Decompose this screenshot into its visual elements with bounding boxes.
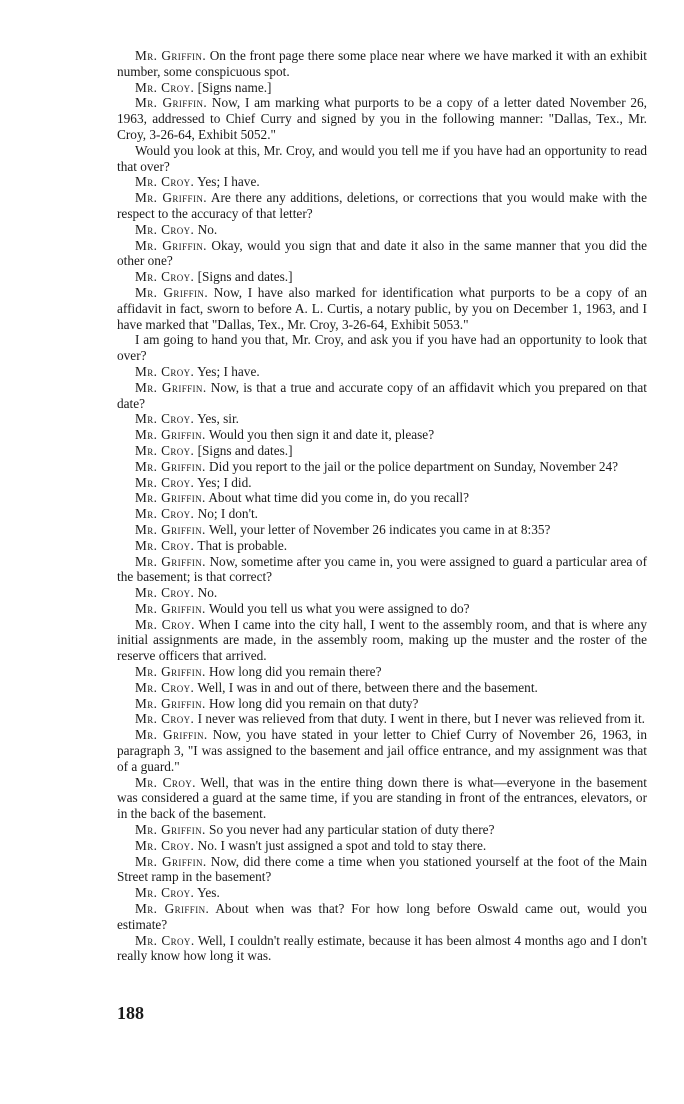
- transcript-paragraph: [117, 475, 647, 491]
- speech-text: Yes; I have.: [197, 363, 260, 379]
- speaker-name: Mr. Griffin.: [135, 237, 207, 253]
- speaker-name: Mr. Griffin.: [135, 901, 210, 917]
- transcript-paragraph: [117, 538, 647, 554]
- speaker-name: Mr. Griffin.: [135, 853, 207, 869]
- speech-text: How long did you remain on that duty?: [209, 695, 419, 711]
- speaker-name: Mr. Griffin.: [135, 427, 206, 443]
- transcript-paragraph: [117, 696, 647, 712]
- speech-text: Yes, sir.: [197, 411, 240, 427]
- speaker-name: Mr. Croy.: [135, 711, 195, 727]
- transcript-paragraph: [117, 522, 647, 538]
- speech-text: So you never had any particular station of duty there?: [209, 822, 495, 838]
- speaker-name: Mr. Croy.: [135, 411, 195, 427]
- speech-text: How long did you remain there?: [209, 664, 382, 680]
- speech-text: About what time did you come in, do you recall?: [208, 490, 470, 506]
- transcript-paragraph: [117, 664, 647, 680]
- transcript-paragraph: [117, 143, 647, 175]
- speaker-name: Mr. Griffin.: [135, 458, 206, 474]
- speaker-name: Mr. Griffin.: [135, 521, 206, 537]
- transcript-paragraph: [117, 190, 647, 222]
- speaker-name: Mr. Croy.: [135, 269, 195, 285]
- speaker-name: Mr. Croy.: [135, 932, 195, 948]
- speaker-name: Mr. Croy.: [135, 679, 195, 695]
- speaker-name: Mr. Croy.: [135, 442, 195, 458]
- transcript-paragraph: [117, 285, 647, 332]
- speaker-name: Mr. Griffin.: [135, 190, 207, 206]
- transcript-body: [117, 48, 647, 964]
- transcript-paragraph: [117, 727, 647, 774]
- transcript-paragraph: [117, 443, 647, 459]
- speech-text: Now, is that a true and accurate copy of an affidavit which you prepared on that date?: [117, 379, 647, 411]
- transcript-paragraph: [117, 885, 647, 901]
- speech-text: That is probable.: [197, 537, 288, 553]
- speaker-name: Mr. Croy.: [135, 363, 195, 379]
- speech-text: Well, your letter of November 26 indicates you came in at 8:35?: [208, 521, 551, 537]
- speech-text: On the front page there some place near where we have marked it with an exhibit number, some conspicuous spot.: [117, 48, 647, 79]
- transcript-paragraph: [117, 364, 647, 380]
- transcript-paragraph: [117, 80, 647, 96]
- speech-text: [Signs and dates.]: [197, 442, 293, 458]
- speaker-name: Mr. Griffin.: [135, 695, 206, 711]
- transcript-paragraph: [117, 459, 647, 475]
- speech-text: Now, I am marking what purports to be a copy of a letter dated November 26, 1963, addressed to Chief Curry and signed by you in the following manner: "Dallas, Tex., Mr. Croy, 3-26-64, Exhibit 5052.": [117, 95, 647, 142]
- speech-text: No.: [197, 221, 218, 237]
- transcript-paragraph: [117, 601, 647, 617]
- speaker-name: Mr. Croy.: [135, 885, 195, 901]
- transcript-paragraph: [117, 711, 647, 727]
- transcript-paragraph: [117, 332, 647, 364]
- speaker-name: Mr. Griffin.: [135, 822, 206, 838]
- transcript-paragraph: [117, 380, 647, 412]
- speech-text: No; I don't.: [197, 506, 258, 522]
- speech-text: Now, sometime after you came in, you were assigned to guard a particular area of the basement; is that correct?: [117, 553, 647, 585]
- transcript-paragraph: [117, 822, 647, 838]
- speaker-name: Mr. Griffin.: [135, 48, 207, 63]
- speaker-name: Mr. Croy.: [135, 537, 195, 553]
- speech-text: No. I wasn't just assigned a spot and told to stay there.: [197, 837, 487, 853]
- transcript-paragraph: [117, 506, 647, 522]
- speaker-name: Mr. Croy.: [135, 79, 195, 95]
- speaker-name: Mr. Griffin.: [135, 600, 206, 616]
- speech-text: Well, that was in the entire thing down there is what—everyone in the basement was considered a guard at the same time, if you are standing in front of the entrances, elevators, or in the back of the basement.: [117, 774, 647, 822]
- transcript-paragraph: [117, 838, 647, 854]
- speaker-name: Mr. Griffin.: [135, 284, 209, 300]
- speaker-name: Mr. Croy.: [135, 616, 195, 632]
- speech-text: I never was relieved from that duty. I went in there, but I never was relieved from it.: [197, 711, 645, 727]
- speaker-name: Mr. Croy.: [135, 585, 195, 601]
- speaker-name: Mr. Croy.: [135, 774, 196, 790]
- speech-text: [Signs name.]: [197, 79, 272, 95]
- transcript-paragraph: [117, 617, 647, 664]
- transcript-paragraph: [117, 411, 647, 427]
- transcript-paragraph: [117, 222, 647, 238]
- speech-text: Would you then sign it and date it, please?: [208, 427, 435, 443]
- transcript-paragraph: [117, 680, 647, 696]
- transcript-paragraph: [117, 174, 647, 190]
- speech-text: Did you report to the jail or the police department on Sunday, November 24?: [209, 458, 619, 474]
- page-number: 188: [117, 1003, 144, 1023]
- transcript-paragraph: [117, 901, 647, 933]
- speech-text: Yes; I did.: [197, 474, 252, 490]
- speech-text: Would you tell us what you were assigned to do?: [208, 600, 470, 616]
- speaker-name: Mr. Croy.: [135, 837, 195, 853]
- transcript-paragraph: [117, 238, 647, 270]
- transcript-paragraph: [117, 48, 647, 80]
- speaker-name: Mr. Griffin.: [135, 95, 208, 111]
- speech-text: About when was that? For how long before Oswald came out, would you estimate?: [117, 901, 647, 932]
- speaker-name: Mr. Croy.: [135, 221, 195, 237]
- speech-text: [Signs and dates.]: [197, 269, 293, 285]
- speech-text: Well, I was in and out of there, between there and the basement.: [197, 679, 538, 695]
- speech-text: Now, did there come a time when you stationed yourself at the foot of the Main Street ramp in the basement?: [117, 853, 647, 885]
- speaker-name: Mr. Griffin.: [135, 490, 206, 506]
- transcript-paragraph: [117, 585, 647, 601]
- speech-text: When I came into the city hall, I went to the assembly room, and that is where any initial assignments are made, in the assembly room, making up the muster and the roster of the reserve officers that arrived.: [117, 616, 647, 664]
- speech-text: Yes; I have.: [197, 174, 260, 190]
- speaker-name: Mr. Croy.: [135, 174, 195, 190]
- speaker-name: Mr. Croy.: [135, 506, 195, 522]
- speech-text: Would you look at this, Mr. Croy, and would you tell me if you have had an opportunity to read that over?: [117, 142, 647, 174]
- speech-text: Yes.: [197, 885, 220, 901]
- transcript-paragraph: [117, 95, 647, 142]
- speaker-name: Mr. Griffin.: [135, 727, 208, 743]
- speech-text: Now, you have stated in your letter to Chief Curry of November 26, 1963, in paragraph 3, "I was assigned to the basement and jail office entrance, and my assignment was that of a guard.": [117, 727, 647, 774]
- speaker-name: Mr. Griffin.: [135, 664, 206, 680]
- transcript-paragraph: [117, 269, 647, 285]
- speaker-name: Mr. Croy.: [135, 474, 195, 490]
- transcript-paragraph: [117, 933, 647, 965]
- transcript-paragraph: [117, 554, 647, 586]
- transcript-paragraph: [117, 427, 647, 443]
- speech-text: Are there any additions, deletions, or corrections that you would make with the respect to the accuracy of that letter?: [117, 190, 647, 221]
- speech-text: Now, I have also marked for identification what purports to be a copy of an affidavit in fact, sworn to before A. L. Curtis, a notary public, by you on December 1, 1963, and I have marked that "Dallas, Tex., Mr. Croy, 3-26-64, Exhibit 5053.": [117, 284, 647, 332]
- transcript-paragraph: [117, 490, 647, 506]
- speaker-name: Mr. Griffin.: [135, 553, 206, 569]
- speaker-name: Mr. Griffin.: [135, 379, 207, 395]
- speech-text: Well, I couldn't really estimate, because it has been almost 4 months ago and I don't really know how long it was.: [117, 932, 647, 964]
- transcript-paragraph: [117, 775, 647, 822]
- speech-text: No.: [197, 585, 218, 601]
- speech-text: Okay, would you sign that and date it also in the same manner that you did the other one?: [117, 237, 647, 269]
- transcript-paragraph: [117, 854, 647, 886]
- speech-text: I am going to hand you that, Mr. Croy, and ask you if you have had an opportunity to look that over?: [117, 332, 647, 364]
